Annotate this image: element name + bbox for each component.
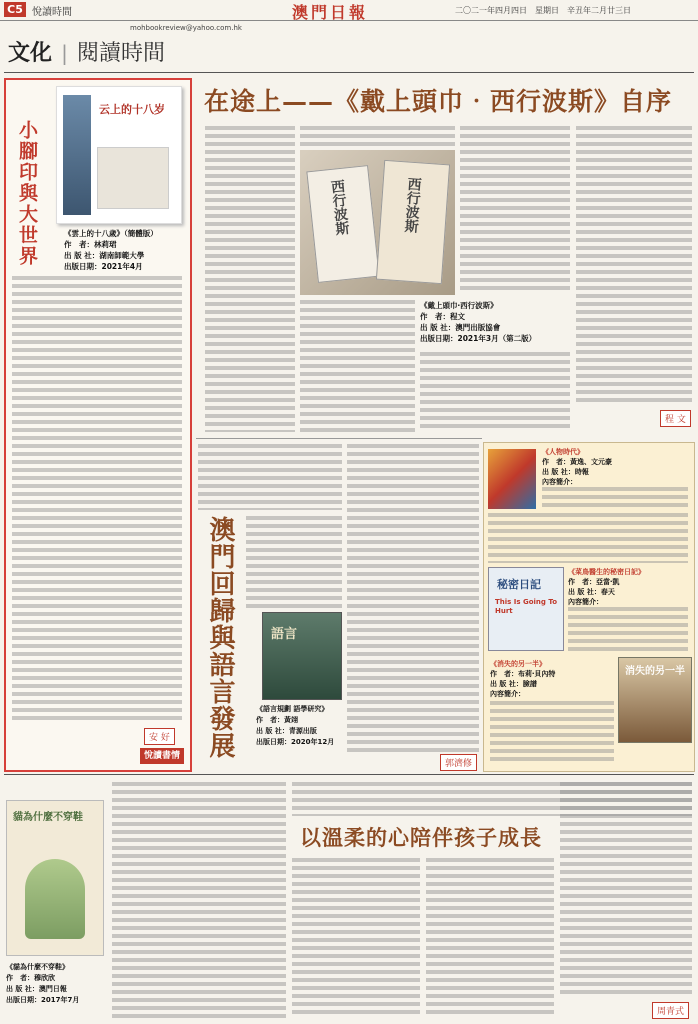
book-2-info [568,567,690,607]
main-book-cover-2-title: 西行波斯 [402,176,423,234]
column-title-reading: 閱讀時間 [76,41,165,66]
middle-book-date: 出版日期：2020年12月 [256,738,335,746]
middle-book-cover-title: 語言 [271,627,298,642]
book-1-cover [488,449,536,509]
middle-body-top [198,444,342,510]
main-article-headline: 在途上——《戴上頭巾‧西行波斯》自序 [204,87,673,116]
book-1-publisher: 出 版 社：時報 [542,468,589,476]
left-book-photo [63,95,91,215]
main-article-byline: 程 文 [660,410,691,427]
left-book-name: 《雲上的十八歲》（簡體版） [64,229,158,238]
book-3-author: 作 者：布莉‧貝內特 [490,670,556,678]
book-2-intro [568,607,688,651]
book-1-intro-label: 內容簡介： [542,478,577,486]
column-title [8,36,165,66]
book-recommendation-box [483,442,695,772]
main-book-name: 《戴上頭巾‧西行波斯》 [420,301,498,310]
main-body-col-3 [300,300,415,432]
bottom-body-col-3 [426,858,554,1018]
middle-article-byline: 郭濟修 [440,754,477,771]
book-2-cover-en: This Is Going To Hurt [495,598,558,615]
email-line: mohbookreview@yahoo.com.hk [130,24,242,32]
book-3-intro-label: 內容簡介： [490,690,525,698]
section-name: 悅讀時間 [32,7,72,18]
left-article-body [12,276,182,722]
page-header [0,0,698,21]
middle-book-info [256,704,346,748]
bottom-body-col-2 [292,858,420,1018]
book-2-intro-label: 內容簡介： [568,598,603,606]
main-book-author: 作 者：程文 [420,312,465,321]
left-book-info [64,228,188,272]
bottom-book-publisher: 出 版 社：澳門日報 [6,985,67,993]
book-3-info [490,659,616,699]
book-2-author: 作 者：亞當‧凱 [568,578,620,586]
bottom-book-illustration [25,859,85,939]
book-3-publisher: 出 版 社：臉譜 [490,680,537,688]
main-body-col-1 [205,126,295,432]
paper-name: 澳門日報 [292,3,369,22]
bottom-body-col-4 [560,782,692,996]
left-book-date: 出版日期：2021年4月 [64,262,143,271]
bottom-article-headline: 以溫柔的心陪伴孩子成長 [300,825,542,850]
main-book-cover-2 [376,160,450,284]
main-book-photo [300,150,455,295]
main-body-col-6 [420,352,570,432]
book-1-intro [542,487,688,511]
book-1-info [542,447,690,487]
book-3-intro [490,701,614,765]
book-1-author: 作 者：黃逸、文元豪 [542,458,612,466]
book-2-publisher: 出 版 社：春天 [568,588,615,596]
left-book-cover [56,86,182,224]
middle-book-cover [262,612,342,700]
left-book-author: 作 者：林莉珺 [64,240,117,249]
book-3-name: 《消失的另一半》 [490,660,546,668]
middle-body-col-2 [347,444,479,754]
left-article [4,78,192,772]
bottom-book-name: 《貓為什麼不穿鞋》 [6,963,69,971]
left-book-second-copy [97,147,169,209]
bottom-book-author: 作 者：穆欣欣 [6,974,55,982]
book-3-cover [618,657,692,743]
left-book-publisher: 出 版 社：湖南師範大學 [64,251,145,260]
middle-article-headline: 澳門回歸與語言發展 [205,516,235,759]
main-book-cover-1 [306,165,379,283]
main-book-publisher: 出 版 社：澳門出版協會 [420,323,501,332]
bottom-book-cover [6,800,104,956]
bottom-article-byline: 周青式 [652,1002,689,1019]
column-divider: | [61,41,68,65]
middle-body-left [246,516,342,608]
main-body-col-5 [576,126,692,406]
left-book-cover-title: 云上的十八岁 [99,103,165,116]
main-bottom-rule [196,438,482,439]
left-article-byline: 安 好 [144,728,175,745]
middle-book-author: 作 者：黃翊 [256,716,298,724]
book-1-intro-cont [488,513,688,563]
book-3-cover-title: 消失的另一半 [625,666,685,677]
main-book-date: 出版日期：2021年3月（第二版） [420,334,537,343]
main-book-info [420,300,570,344]
bottom-book-cover-title: 貓為什麼不穿鞋 [13,812,83,823]
bottom-body-col-1 [112,782,286,1018]
book-2-name: 《菜鳥醫生的秘密日記》 [568,568,645,576]
header-rule [4,72,694,73]
main-book-cover-1-title: 西行波斯 [328,178,351,236]
bottom-book-date: 出版日期：2017年7月 [6,996,80,1004]
reading-logo: 悅讀書情 [140,748,184,764]
middle-book-publisher: 出 版 社：青源出版 [256,727,317,735]
middle-book-name: 《語言規劃 語學研究》 [256,705,329,713]
book-2-cover [488,567,564,651]
main-body-col-4 [460,126,570,294]
page-number: C5 [4,2,26,17]
bottom-section-rule [4,774,694,775]
book-2-cover-title: 秘密日記 [497,578,541,591]
left-article-title: 小腳印與大世界 [16,120,38,267]
main-body-col-2 [300,126,455,146]
issue-date: 二〇二一年四月四日 星期日 辛丑年二月廿三日 [455,6,631,15]
column-title-culture: 文化 [8,40,53,66]
book-1-name: 《人物時代》 [542,448,584,456]
bottom-book-info [6,962,110,1006]
